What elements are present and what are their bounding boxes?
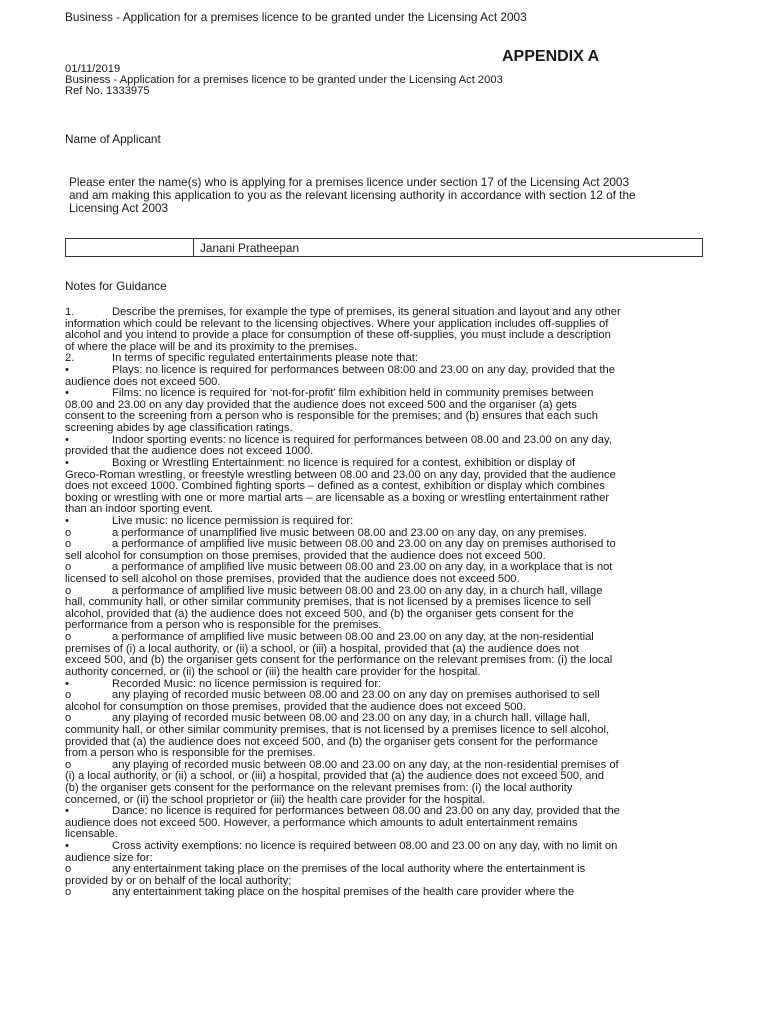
notes-line-text: a performance of amplified live music between 08.00 and 23.00 on any day, in a church hall, village [112, 584, 603, 597]
notes-line-text: Dance: no licence is required for performances between 08.00 and 23.00 on any day, provided that the [112, 805, 620, 818]
notes-line-marker: o [65, 631, 72, 644]
notes-line-text: 08.00 and 23.00 on any day provided that the audience does not exceed 500 and the organiser (a) gets [65, 398, 577, 411]
notes-line-text: a performance of amplified live music between 08.00 and 23.00 on any day, at the non-residential [112, 631, 594, 644]
notes-line-text: alcohol, provided that (a) the audience does not exceed 500, and (b) the organiser gets consent for the [65, 607, 574, 620]
notes-line-text: licensed to sell alcohol on those premises, provided that the audience does not exceed 500. [65, 573, 520, 586]
notes-line-text: provided that the audience does not exceed 1000. [65, 445, 314, 458]
notes-line-marker: o [65, 538, 72, 551]
notes-line-text: provided by or on behalf of the local authority; [65, 874, 292, 887]
notes-line-marker: o [65, 863, 72, 876]
notes-line-text: Greco-Roman wrestling, or freestyle wrestling between 08.00 and 23.00 on any day, provided that the audience [65, 468, 616, 481]
instruction-line: Please enter the name(s) who is applying for a premises licence under section 17 of the Licensing Act 2003 [69, 175, 630, 189]
applicant-name-value[interactable]: Janani Pratheepan [200, 241, 300, 255]
notes-line-text: concerned, or (ii) the school proprietor or (iii) the health care provider for the hospital. [65, 793, 486, 806]
notes-line [65, 841, 715, 853]
meta-date: 01/11/2019 [65, 63, 121, 75]
notes-line-text: than an indoor sporting event. [65, 503, 214, 516]
notes-line-text: provided that (a) the audience does not exceed 500, and (b) the organiser gets consent for the performance [65, 735, 598, 748]
notes-line-text: a performance of amplified live music between 08.00 and 23.00 on any day on premises authorised to [112, 538, 616, 551]
notes-line-text: Indoor sporting events: no licence is required for performances between 08.00 and 23.00 on any day, [112, 433, 612, 446]
notes-line-marker: • [65, 805, 69, 818]
notes-line-text: (b) the organiser gets consent for the performance on the relevant premises from: (i) the local authority [65, 781, 573, 794]
notes-line-text: any playing of recorded music between 08.00 and 23.00 on any day on premises authorised to sell [112, 689, 600, 702]
notes-line-text: authority concerned, or (ii) the school or (iii) the health care provider for the hospital. [65, 665, 481, 678]
appendix-label: APPENDIX A [502, 48, 600, 65]
document-meta [65, 64, 503, 97]
instruction-line: Licensing Act 2003 [69, 201, 169, 216]
notes-line-text: from a person who is responsible for the premises. [65, 747, 316, 760]
applicant-section-label: Name of Applicant [65, 132, 161, 146]
notes-line-text: a performance of amplified live music between 08.00 and 23.00 on any day, in a workplace that is not [112, 561, 613, 574]
notes-line-marker: o [65, 886, 72, 899]
notes-line-marker: • [65, 840, 69, 853]
meta-ref: Ref No. 1333975 [65, 85, 150, 97]
notes-line-text: audience does not exceed 500. [65, 375, 221, 388]
notes-line-text: alcohol for consumption on those premises, provided that the audience does not exceed 500. [65, 700, 526, 713]
notes-line-text: premises of (i) a local authority, or (ii) a school, or (iii) a hospital, provided that (a) the audience does not [65, 642, 580, 655]
notes-line-text: audience does not exceed 500. However, a performance which amounts to adult entertainment remains [65, 816, 578, 829]
notes-line-marker: • [65, 456, 69, 469]
notes-line [65, 887, 715, 899]
notes-line-text: any entertainment taking place on the hospital premises of the health care provider where the [112, 886, 575, 899]
notes-line-text: sell alcohol for consumption on those premises, provided that the audience does not exceed 500. [65, 549, 546, 562]
notes-line-text: consent to the screening from a person who is responsible for the premises; and (b) ensures that each such [65, 410, 598, 423]
notes-line-text: Films: no licence is required for ‘not-for-profit’ film exhibition held in community premises between [112, 387, 594, 400]
notes-line-text: (i) a local authority, or (ii) a school, or (iii) a hospital, provided that (a) the audience does not exceed 500, and [65, 770, 604, 783]
applicant-name-label-cell [66, 239, 194, 256]
notes-line-marker: • [65, 677, 69, 690]
notes-line-text: Recorded Music: no licence permission is required for: [112, 677, 382, 690]
notes-line-marker: o [65, 712, 72, 725]
notes-line-text: of where the place will be and its proximity to the premises. [65, 340, 358, 353]
notes-line [65, 818, 715, 830]
notes-line-text: exceed 500, and (b) the organiser gets consent for the performance on the relevant premises from: (i) the local [65, 654, 613, 667]
notes-line-marker: o [65, 526, 72, 539]
notes-line-text: Cross activity exemptions: no licence is required between 08.00 and 23.00 on any day, with no limit on [112, 840, 618, 853]
notes-line-text: Live music: no licence permission is required for: [112, 514, 354, 527]
notes-line-marker: • [65, 364, 69, 377]
notes-line-text: screening abides by age classification ratings. [65, 422, 293, 435]
notes-line-text: any entertainment taking place on the premises of the local authority where the entertainment is [112, 863, 586, 876]
notes-line-marker: • [65, 433, 69, 446]
notes-line-text: Plays: no licence is required for performances between 08:00 and 23.00 on any day, provided that the [112, 364, 615, 377]
notes-line-text: any playing of recorded music between 08.00 and 23.00 on any day, at the non-residential premises of [112, 758, 619, 771]
notes-body [65, 307, 715, 899]
applicant-name-table [65, 238, 703, 257]
notes-line-text: any playing of recorded music between 08.00 and 23.00 on any day, in a church hall, village hall, [112, 712, 591, 725]
notes-line-marker: 2. [65, 352, 75, 365]
notes-line-text: licensable. [65, 828, 118, 841]
notes-line-text: community hall, or other similar community premises, that is not licensed by a premises licence to sell alcohol, [65, 723, 610, 736]
notes-line-text: boxing or wrestling with one or more martial arts – are licensable as a boxing or wrestling entertainment rather [65, 491, 610, 504]
notes-heading: Notes for Guidance [65, 279, 167, 293]
notes-line-text: does not exceed 1000. Combined fighting sports – defined as a contest, exhibition or display which combines [65, 480, 605, 493]
notes-line-text: a performance of unamplified live music between 08.00 and 23.00 on any day, on any premises. [112, 526, 587, 539]
notes-line-marker: o [65, 561, 72, 574]
notes-line-marker: o [65, 758, 72, 771]
notes-line-marker: 1. [65, 306, 75, 318]
notes-line-marker: o [65, 689, 72, 702]
notes-line-text: audience size for: [65, 851, 153, 864]
notes-line-text: alcohol and you intend to provide a place for consumption of these off-supplies, you must include a description [65, 329, 611, 342]
applicant-instructions [69, 176, 636, 216]
notes-line-text: Describe the premises, for example the type of premises, its general situation and layout and any other [112, 306, 621, 318]
notes-line-text: In terms of specific regulated entertainments please note that: [112, 352, 418, 365]
notes-line-text: hall, community hall, or other similar community premises, that is not licensed by a premises licence to sell [65, 596, 592, 609]
notes-line-text: performance from a person who is responsible for the premises. [65, 619, 382, 632]
notes-line-marker: • [65, 514, 69, 527]
notes-line-marker: • [65, 387, 69, 400]
page-header-title: Business - Application for a premises licence to be granted under the Licensing Act 2003 [65, 10, 527, 24]
meta-subtitle: Business - Application for a premises licence to be granted under the Licensing Act 2003 [65, 74, 503, 86]
notes-line-text: information which could be relevant to the licensing objectives. Where your application includes off-supplies of [65, 317, 609, 330]
instruction-line: and am making this application to you as the relevant licensing authority in accordance with section 12 of the [69, 188, 636, 203]
notes-line-marker: o [65, 584, 72, 597]
notes-line-text: Boxing or Wrestling Entertainment: no licence is required for a contest, exhibition or display of [112, 456, 576, 469]
